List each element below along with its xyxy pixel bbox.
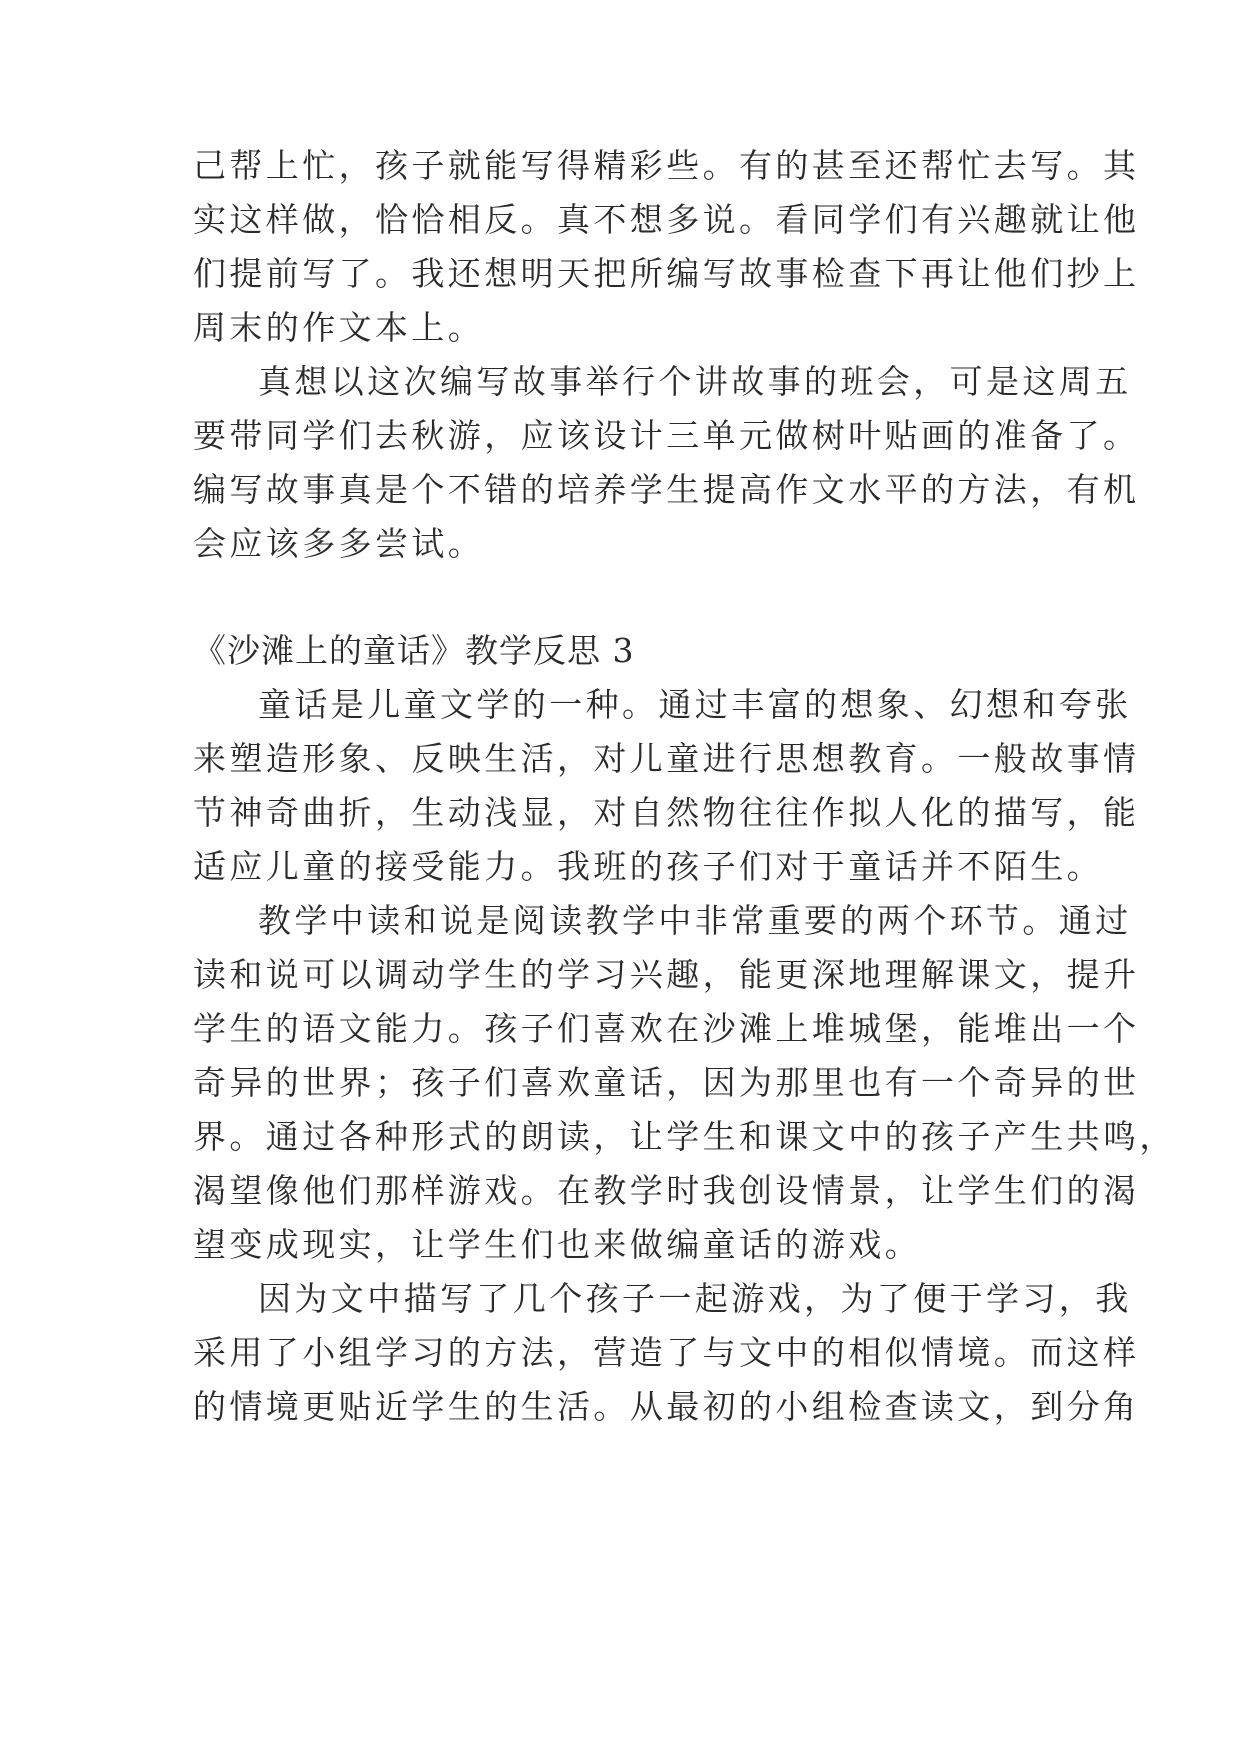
text-line: 会应该多多尝试。: [193, 524, 485, 563]
section-heading: 《沙滩上的童话》教学反思 3: [193, 631, 635, 670]
text-line: 望变成现实，让学生们也来做编童话的游戏。: [193, 1225, 921, 1264]
text-line: 周末的作文本上。: [193, 308, 485, 347]
text-line: 的情境更贴近学生的生活。从最初的小组检查读文，到分角: [193, 1387, 1140, 1426]
text-line: 编写故事真是个不错的培养学生提高作文水平的方法，有机: [193, 470, 1140, 509]
text-line: 节神奇曲折，生动浅显，对自然物往往作拟人化的描写，能: [193, 793, 1140, 832]
text-line: 要带同学们去秋游，应该设计三单元做树叶贴画的准备了。: [193, 416, 1140, 455]
text-line: 己帮上忙，孩子就能写得精彩些。有的甚至还帮忙去写。其: [193, 146, 1140, 185]
text-line: 来塑造形象、反映生活，对儿童进行思想教育。一般故事情: [193, 739, 1140, 778]
text-line: 适应儿童的接受能力。我班的孩子们对于童话并不陌生。: [193, 847, 1103, 886]
text-line: 渴望像他们那样游戏。在教学时我创设情景，让学生们的渴: [193, 1171, 1140, 1210]
text-line: 读和说可以调动学生的学习兴趣，能更深地理解课文，提升: [193, 955, 1140, 994]
text-line: 界。通过各种形式的朗读，让学生和课文中的孩子产生共鸣，: [193, 1117, 1176, 1156]
paragraph-first-line: 因为文中描写了几个孩子一起游戏，为了便于学习，我: [258, 1279, 1132, 1318]
text-line: 采用了小组学习的方法，营造了与文中的相似情境。而这样: [193, 1333, 1140, 1372]
paragraph-first-line: 童话是儿童文学的一种。通过丰富的想象、幻想和夸张: [258, 685, 1132, 724]
paragraph-first-line: 真想以这次编写故事举行个讲故事的班会，可是这周五: [258, 362, 1132, 401]
paragraph-first-line: 教学中读和说是阅读教学中非常重要的两个环节。通过: [258, 901, 1132, 940]
text-line: 们提前写了。我还想明天把所编写故事检查下再让他们抄上: [193, 254, 1140, 293]
text-line: 奇异的世界；孩子们喜欢童话，因为那里也有一个奇异的世: [193, 1063, 1140, 1102]
text-line: 学生的语文能力。孩子们喜欢在沙滩上堆城堡，能堆出一个: [193, 1009, 1140, 1048]
text-line: 实这样做，恰恰相反。真不想多说。看同学们有兴趣就让他: [193, 200, 1140, 239]
